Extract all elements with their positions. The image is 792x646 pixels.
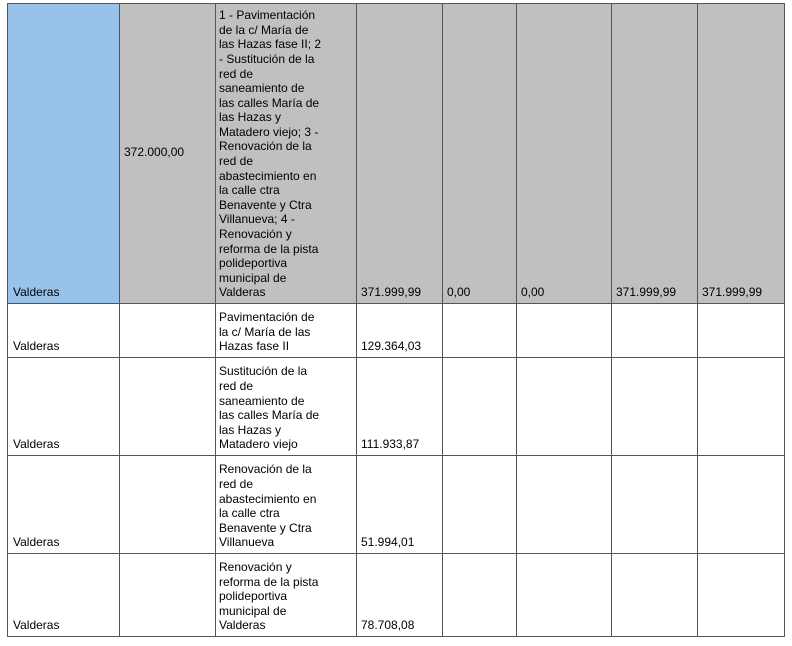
- row-empty-cell: [443, 554, 517, 637]
- row-empty-cell: [612, 304, 698, 358]
- row-empty-cell: [517, 358, 612, 456]
- table-row: [8, 304, 785, 358]
- summary-col5: 0,00: [443, 4, 517, 304]
- row-municipio: Valderas: [8, 554, 120, 637]
- row-empty-cell: [698, 456, 785, 554]
- summary-col7: 371.999,99: [612, 4, 698, 304]
- summary-row: [8, 4, 785, 304]
- row-empty-cell: [612, 358, 698, 456]
- row-empty-cell: [517, 304, 612, 358]
- summary-col6: 0,00: [517, 4, 612, 304]
- row-descripcion: Sustitución de la red de saneamiento de las calles María de las Hazas y Matadero viejo: [216, 358, 357, 456]
- row-empty-cell: [120, 456, 216, 554]
- grants-table: [7, 3, 785, 637]
- row-empty-cell: [120, 554, 216, 637]
- row-empty-cell: [698, 554, 785, 637]
- row-empty-cell: [698, 358, 785, 456]
- table-row: [8, 554, 785, 637]
- row-empty-cell: [517, 456, 612, 554]
- row-empty-cell: [612, 456, 698, 554]
- table-row: [8, 358, 785, 456]
- summary-descripcion: 1 - Pavimentación de la c/ María de las Hazas fase II; 2 - Sustitución de la red de saneamiento de las calles María de las Hazas y Matadero viejo; 3 - Renovación de la red de abastecimiento en la calle ctra Benavente y Ctra Villanueva; 4 - Renovación y reforma de la pista polideportiva municipal de Valderas: [216, 4, 357, 304]
- row-municipio: Valderas: [8, 304, 120, 358]
- summary-municipio: Valderas: [8, 4, 120, 304]
- row-empty-cell: [517, 554, 612, 637]
- summary-importe-concedido: 372.000,00: [120, 4, 216, 304]
- row-importe: 51.994,01: [357, 456, 443, 554]
- row-descripcion: Pavimentación de la c/ María de las Hazas fase II: [216, 304, 357, 358]
- row-empty-cell: [698, 304, 785, 358]
- row-importe: 111.933,87: [357, 358, 443, 456]
- row-descripcion: Renovación de la red de abastecimiento en la calle ctra Benavente y Ctra Villanueva: [216, 456, 357, 554]
- row-empty-cell: [612, 554, 698, 637]
- summary-col8: 371.999,99: [698, 4, 785, 304]
- table-row: [8, 456, 785, 554]
- row-descripcion: Renovación y reforma de la pista polideportiva municipal de Valderas: [216, 554, 357, 637]
- row-municipio: Valderas: [8, 358, 120, 456]
- row-empty-cell: [120, 358, 216, 456]
- row-municipio: Valderas: [8, 456, 120, 554]
- row-importe: 78.708,08: [357, 554, 443, 637]
- row-importe: 129.364,03: [357, 304, 443, 358]
- row-empty-cell: [443, 456, 517, 554]
- row-empty-cell: [120, 304, 216, 358]
- row-empty-cell: [443, 358, 517, 456]
- row-empty-cell: [443, 304, 517, 358]
- summary-importe-adjudicado: 371.999,99: [357, 4, 443, 304]
